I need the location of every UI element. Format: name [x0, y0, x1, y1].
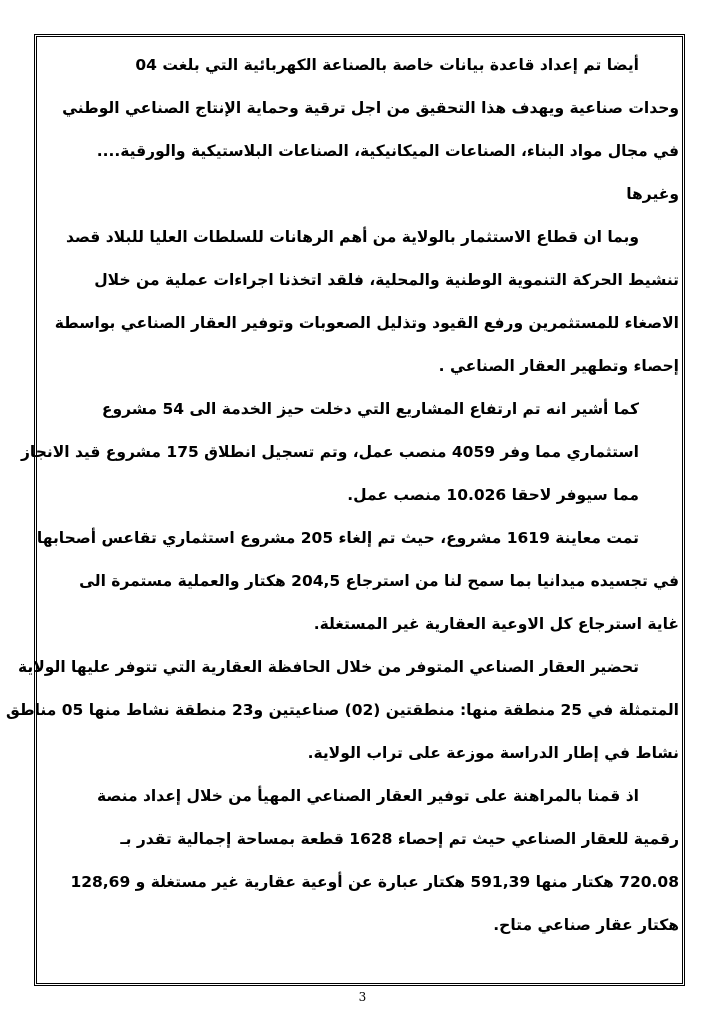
text-line: في تجسيده ميدانيا بما سمح لنا من استرجاع 204,5 هكتار والعملية مستمرة الى	[79, 572, 679, 590]
text-line: إحصاء وتطهير العقار الصناعي .	[438, 357, 679, 375]
text-line: تحضير العقار الصناعي المتوفر من خلال الحافظة العقارية التي تتوفر عليها الولاية	[18, 658, 639, 676]
text-line: في مجال مواد البناء، الصناعات الميكانيكية، الصناعات البلاستيكية والورقية....	[96, 142, 679, 160]
text-line: اذ قمنا بالمراهنة على توفير العقار الصناعي المهيأ من خلال إعداد منصة	[96, 787, 639, 805]
text-line: تمت معاينة 1619 مشروع، حيث تم إلغاء 205 مشروع استثماري تقاعس أصحابها	[36, 529, 639, 547]
text-line: مما سيوفر لاحقا 10.026 منصب عمل.	[347, 486, 639, 504]
document-body	[6, 44, 685, 947]
text-line: كما أشير انه تم ارتفاع المشاريع التي دخلت حيز الخدمة الى 54 مشروع	[101, 400, 639, 418]
text-line: الاصغاء للمستثمرين ورفع القيود وتذليل الصعوبات وتوفير العقار الصناعي بواسطة	[54, 314, 679, 332]
text-line: أيضا تم إعداد قاعدة بيانات خاصة بالصناعة الكهربائية التي بلغت 04	[135, 56, 639, 74]
paragraph-projects-in-service	[20, 388, 685, 517]
paragraph-project-inspection	[36, 517, 685, 646]
text-line: نشاط في إطار الدراسة موزعة على تراب الولاية.	[307, 744, 679, 762]
text-line: هكتار عقار صناعي متاح.	[493, 916, 679, 934]
text-line: 720.08 هكتار منها 591,39 هكتار عبارة عن أوعية عقارية غير مستغلة و 128,69	[70, 873, 679, 891]
text-line: المتمثلة في 25 منطقة منها: منطقتين (02) صناعيتين و23 منطقة نشاط منها 05 مناطق	[6, 701, 679, 719]
paragraph-industrial-land-preparation	[6, 646, 685, 775]
paragraph-investment-sector	[40, 216, 685, 388]
paragraph-digital-platform	[40, 775, 685, 947]
text-line: وغيرها	[626, 185, 679, 203]
text-line: وبما ان قطاع الاستثمار بالولاية من أهم الرهانات للسلطات العليا للبلاد قصد	[65, 228, 639, 246]
text-line: غاية استرجاع كل الاوعية العقارية غير المستغلة.	[313, 615, 679, 633]
text-line: استثماري مما وفر 4059 منصب عمل، وتم تسجيل انطلاق 175 مشروع قيد الانجاز	[20, 443, 639, 461]
page-number: 3	[358, 990, 367, 1004]
text-line: وحدات صناعية ويهدف هذا التحقيق من اجل ترقية وحماية الإنتاج الصناعي الوطني	[62, 99, 679, 117]
text-line: رقمية للعقار الصناعي حيث تم إحصاء 1628 قطعة بمساحة إجمالية تقدر بـ	[120, 830, 679, 848]
paragraph-electrical-industry-database	[40, 44, 685, 216]
text-line: تنشيط الحركة التنموية الوطنية والمحلية، فلقد اتخذنا اجراءات عملية من خلال	[94, 271, 679, 289]
